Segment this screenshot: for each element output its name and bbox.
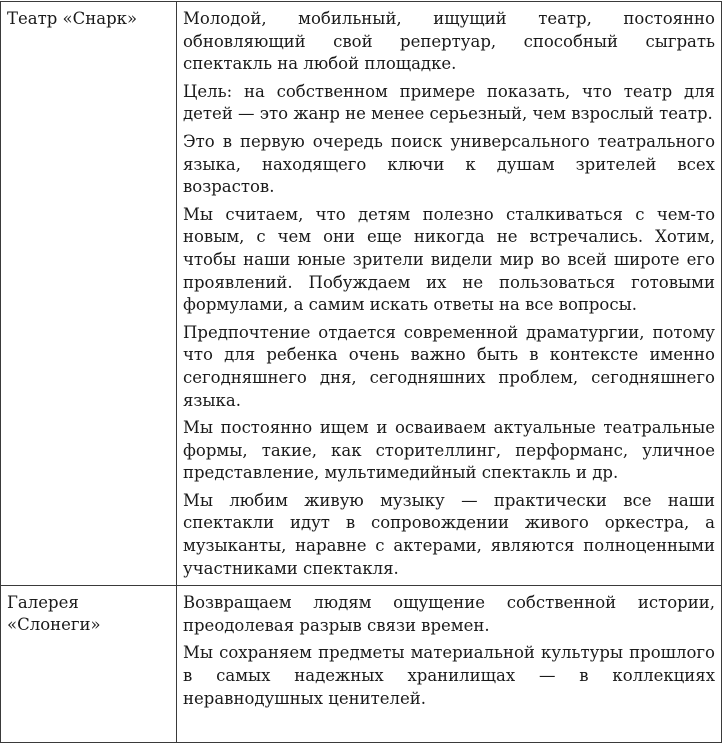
organization-name: Галерея «Слонеги» bbox=[1, 586, 177, 743]
organization-description bbox=[177, 586, 722, 743]
description-paragraph: Предпочтение отдается современной драматургии, потому что для ребенка очень важно быть в контексте именно сегодняшнего дня, сегодняшних проблем, сегодняшнего языка. bbox=[183, 322, 715, 410]
organization-name: Театр «Снарк» bbox=[1, 2, 177, 586]
description-paragraph: Молодой, мобильный, ищущий театр, постоянно обновляющий свой репертуар, способный сыграть спектакль на любой площадке. bbox=[183, 9, 715, 74]
description-paragraph: Цель: на собственном примере показать, что театр для детей — это жанр не менее серьезный, чем взрослый театр. bbox=[183, 81, 715, 124]
description-paragraph: Мы сохраняем предметы материальной культуры прошлого в самых надежных хранилищах — в коллекциях неравнодушных ценителей. bbox=[183, 643, 715, 708]
description-paragraph: Мы считаем, что детям полезно сталкиваться с чем-то новым, с чем они еще никогда не встречались. Хотим, чтобы наши юные зрители видели мир во всей широте его проявлений. Побуждаем их не пользоваться готовыми формулами, а самим искать ответы на все вопросы. bbox=[183, 204, 715, 315]
table-row bbox=[1, 586, 722, 743]
table-row bbox=[1, 2, 722, 586]
organization-description bbox=[177, 2, 722, 586]
organizations-table bbox=[0, 1, 722, 743]
description-paragraph: Мы любим живую музыку — практически все наши спектакли идут в сопровождении живого оркестра, а музыканты, наравне с актерами, являются полноценными участниками спектакля. bbox=[183, 490, 715, 578]
description-paragraph: Мы постоянно ищем и осваиваем актуальные театральные формы, такие, как сторителлинг, перформанс, уличное представление, мультимедийный спектакль и др. bbox=[183, 418, 715, 483]
description-paragraph: Возвращаем людям ощущение собственной истории, преодолевая разрыв связи времен. bbox=[183, 593, 715, 635]
description-paragraph: Это в первую очередь поиск универсального театрального языка, находящего ключи к душам зрителей всех возрастов. bbox=[183, 131, 715, 197]
